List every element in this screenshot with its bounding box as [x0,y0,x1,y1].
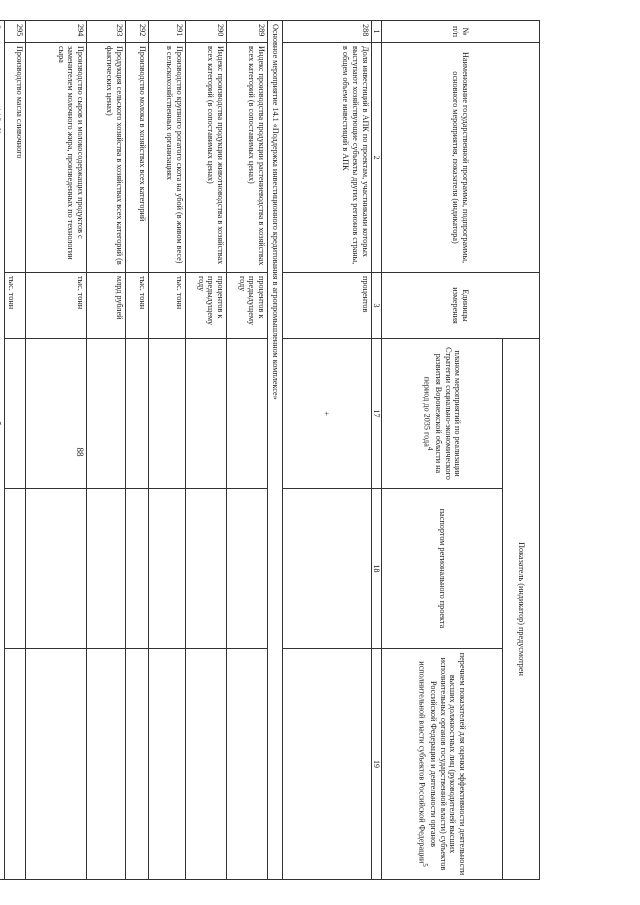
row-unit: процентов к предыдущему году [226,273,267,339]
row-plan [4,339,25,489]
row-num: 293 [86,21,125,43]
indicator-table-rotated [6,20,540,880]
row-num: 292 [125,21,148,43]
table-row [86,21,125,880]
footnote-5: 5 [421,863,429,867]
row-name: Производство сыров и молокосодержащих продуктов с заменителем молочного жира, произведенных по технологии сыра [25,43,86,273]
row-plan [226,339,267,489]
subheader-list: перечнем показателей для оценки эффективности деятельности высших должностных лиц (руководителей высших исполнительных органов государственной власти) субъектов Российской Федерации и деятельности органов исполнительной власти субъектов Российской Федерации$^5$ [382,649,503,880]
row-list [226,649,267,880]
row-passport [185,489,226,649]
table-row [148,21,185,880]
column-number-row [371,21,381,880]
colnum-3: 3 [371,273,381,339]
colnum-1: 1 [371,21,381,43]
row-name: Доля инвестиций в АПК по проектам, участниками которых выступают хозяйствующие субъекты других регионов страны, в общем объеме инвестиций в АПК [282,43,371,273]
colnum-18: 18 [371,489,381,649]
row-list [4,649,25,880]
row-unit: тыс. тонн [4,273,25,339]
table-row [4,21,25,880]
colnum-19: 19 [371,649,381,880]
row-list [148,649,185,880]
table-row [185,21,226,880]
footnote-4: 4 [426,446,434,451]
row-name: Производство масла сливочного [4,43,25,273]
header-unit: Единицы измерения [382,273,540,339]
row-list [86,649,125,880]
row-list [185,649,226,880]
row-name: Производство молока в хозяйствах всех категорий [125,43,148,273]
header-row [503,21,540,880]
page-number: 88 [75,447,85,457]
row-passport [125,489,148,649]
section-row [267,21,282,880]
section-row [0,21,4,880]
row-unit: тыс. тонн [148,273,185,339]
table-row [125,21,148,880]
colnum-2: 2 [371,43,381,273]
colnum-17: 17 [371,339,381,489]
row-plan: + [282,339,371,489]
row-unit: тыс. тонн [25,273,86,339]
row-num: 288 [282,21,371,43]
table-row [226,21,267,880]
row-num: 295 [4,21,25,43]
table-row [25,21,86,880]
row-unit: тыс. тонн [125,273,148,339]
row-list [282,649,371,880]
row-unit: процентов к предыдущему году [185,273,226,339]
row-passport [25,489,86,649]
row-plan [148,339,185,489]
indicator-table [0,20,540,880]
row-num: 289 [226,21,267,43]
subheader-plan: планом мероприятий по реализации Стратегии социально-экономического развития Воронежской области на период до 2035 года$^4$ [382,339,503,489]
row-name: Производство крупного рогатого скота на убой (в живом весе) в сельскохозяйственных организациях [148,43,185,273]
subheader-passport: паспортом регионального проекта [382,489,503,649]
header-provided: Показатель (индикатор) предусмотрен [503,339,540,880]
row-num: 291 [148,21,185,43]
table-row [282,21,371,880]
section-title: Основное мероприятие 14.1 «Поддержка инвестиционного кредитования в агропромышленном комплексе» [267,21,282,880]
row-name: Индекс производства продукции животноводства в хозяйствах всех категорий (в сопоставимых ценах) [185,43,226,273]
row-passport [226,489,267,649]
row-list [125,649,148,880]
row-plan [185,339,226,489]
row-plan [25,339,86,489]
row-passport [4,489,25,649]
row-unit: млрд рублей [86,273,125,339]
row-passport [86,489,125,649]
row-name: Продукция сельского хозяйства в хозяйствах всех категорий (в фактических ценах) [86,43,125,273]
header-num: № п/п [382,21,540,43]
row-num: 290 [185,21,226,43]
section-title [0,21,4,880]
row-passport [148,489,185,649]
row-plan [125,339,148,489]
row-list [25,649,86,880]
row-name: Индекс производства продукции растениеводства в хозяйствах всех категорий (в сопоставимых ценах) [226,43,267,273]
row-num: 294 [25,21,86,43]
row-plan [86,339,125,489]
row-unit: процентов [282,273,371,339]
header-name: Наименование государственной программы, подпрограммы, основного мероприятия, показателя (индикатора) [382,43,540,273]
row-passport [282,489,371,649]
